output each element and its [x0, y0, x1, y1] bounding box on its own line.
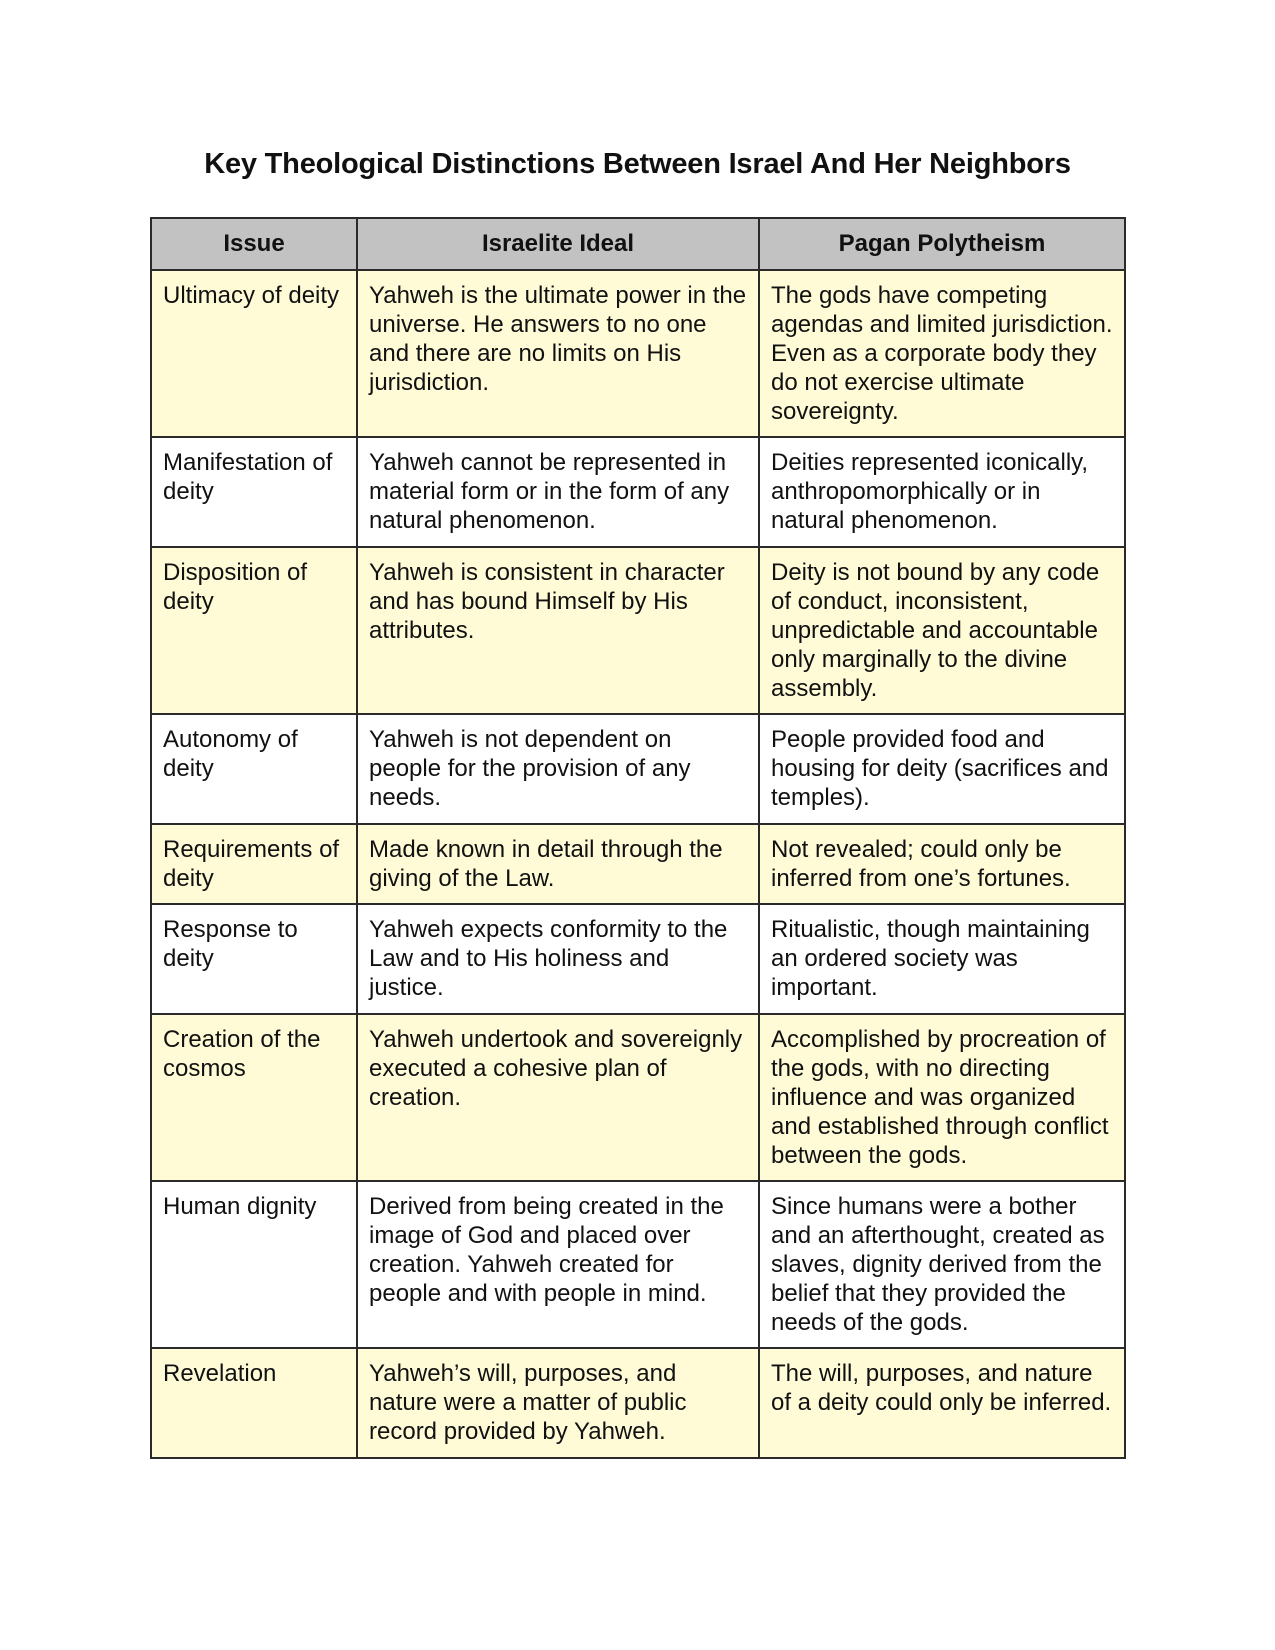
header-issue: Issue — [151, 218, 357, 270]
cell-issue: Manifestation of deity — [151, 437, 357, 547]
header-pagan-polytheism: Pagan Polytheism — [759, 218, 1125, 270]
cell-israelite: Yahweh is not dependent on people for the provision of any needs. — [357, 714, 759, 824]
cell-issue: Autonomy of deity — [151, 714, 357, 824]
cell-pagan: The will, purposes, and nature of a deity could only be inferred. — [759, 1348, 1125, 1458]
cell-israelite: Yahweh’s will, purposes, and nature were a matter of public record provided by Yahweh. — [357, 1348, 759, 1458]
cell-pagan: Accomplished by procreation of the gods, with no directing influence and was organized and established through conflict between the gods. — [759, 1014, 1125, 1181]
cell-israelite: Made known in detail through the giving of the Law. — [357, 824, 759, 904]
table-row — [151, 824, 1125, 904]
cell-israelite: Yahweh undertook and sovereignly executed a cohesive plan of creation. — [357, 1014, 759, 1181]
cell-pagan: Ritualistic, though maintaining an ordered society was important. — [759, 904, 1125, 1014]
cell-pagan: Since humans were a bother and an afterthought, created as slaves, dignity derived from the belief that they provided the needs of the gods. — [759, 1181, 1125, 1348]
cell-issue: Response to deity — [151, 904, 357, 1014]
cell-pagan: Not revealed; could only be inferred from one’s fortunes. — [759, 824, 1125, 904]
cell-pagan: People provided food and housing for deity (sacrifices and temples). — [759, 714, 1125, 824]
cell-israelite: Yahweh cannot be represented in material form or in the form of any natural phenomenon. — [357, 437, 759, 547]
cell-issue: Requirements of deity — [151, 824, 357, 904]
table-row — [151, 904, 1125, 1014]
table-row — [151, 270, 1125, 437]
distinctions-table — [150, 217, 1126, 1459]
table-row — [151, 547, 1125, 714]
cell-pagan: Deity is not bound by any code of conduct, inconsistent, unpredictable and accountable only marginally to the divine assembly. — [759, 547, 1125, 714]
cell-pagan: Deities represented iconically, anthropomorphically or in natural phenomenon. — [759, 437, 1125, 547]
table-row — [151, 1348, 1125, 1458]
cell-pagan: The gods have competing agendas and limited jurisdiction. Even as a corporate body they do not exercise ultimate sovereignty. — [759, 270, 1125, 437]
cell-israelite: Yahweh is the ultimate power in the universe. He answers to no one and there are no limits on His jurisdiction. — [357, 270, 759, 437]
cell-issue: Creation of the cosmos — [151, 1014, 357, 1181]
cell-issue: Revelation — [151, 1348, 357, 1458]
header-israelite-ideal: Israelite Ideal — [357, 218, 759, 270]
table-header-row — [151, 218, 1125, 270]
cell-israelite: Derived from being created in the image of God and placed over creation. Yahweh created for people and with people in mind. — [357, 1181, 759, 1348]
page-title: Key Theological Distinctions Between Israel And Her Neighbors — [204, 148, 1071, 180]
cell-israelite: Yahweh is consistent in character and has bound Himself by His attributes. — [357, 547, 759, 714]
table-row — [151, 437, 1125, 547]
cell-israelite: Yahweh expects conformity to the Law and to His holiness and justice. — [357, 904, 759, 1014]
table-row — [151, 714, 1125, 824]
cell-issue: Human dignity — [151, 1181, 357, 1348]
cell-issue: Ultimacy of deity — [151, 270, 357, 437]
table-row — [151, 1014, 1125, 1181]
table-row — [151, 1181, 1125, 1348]
cell-issue: Disposition of deity — [151, 547, 357, 714]
